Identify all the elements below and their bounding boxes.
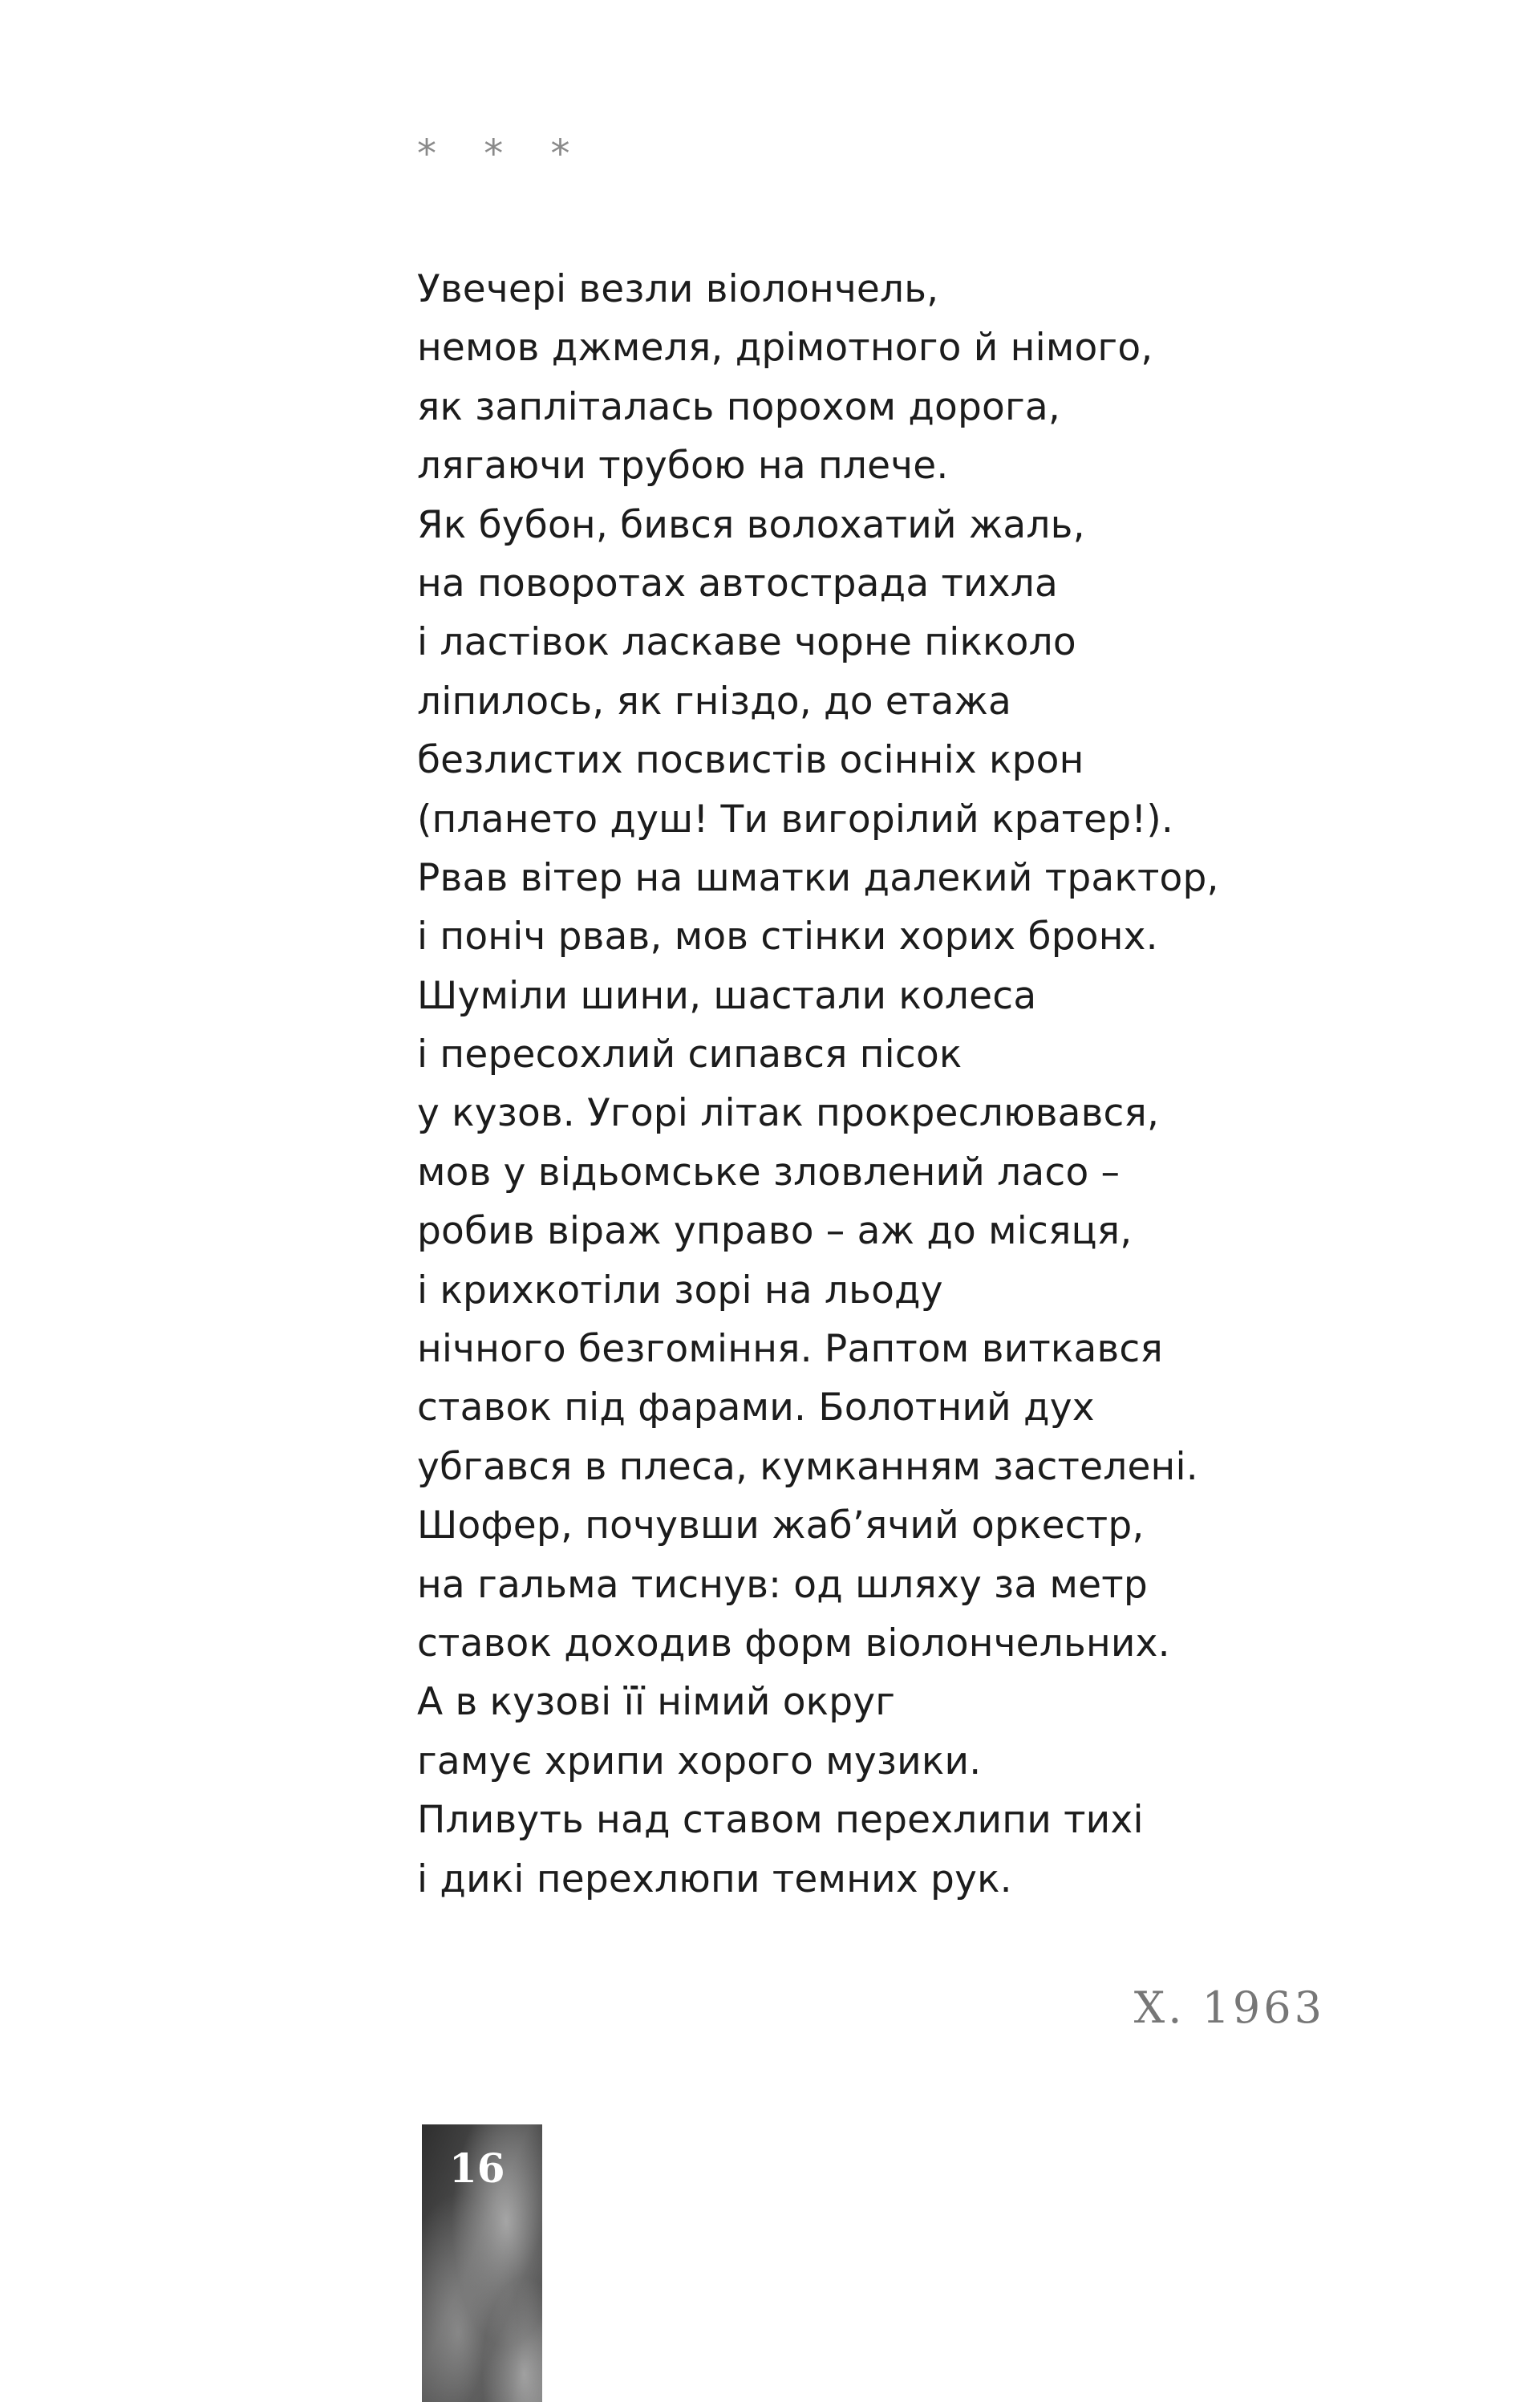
- poem-line: на гальма тиснув: од шляху за метр: [417, 1562, 1148, 1607]
- poem-line: ставок під фарами. Болотний дух: [417, 1386, 1095, 1430]
- poem-line: немов джмеля, дрімотного й німого,: [417, 326, 1153, 371]
- poem-line: і дикі перехлюпи темних рук.: [417, 1856, 1012, 1901]
- poem-line: і поніч рвав, мов стінки хорих бронх.: [417, 915, 1158, 960]
- poem-line: безлистих посвистів осінніх крон: [417, 738, 1084, 783]
- poem-line: на поворотах автострада тихла: [417, 561, 1059, 606]
- poem-line: нічного безгоміння. Раптом виткався: [417, 1327, 1163, 1372]
- poem-line: Шофер, почувши жаб’ячий оркестр,: [417, 1503, 1145, 1548]
- section-separator: * * *: [417, 132, 588, 176]
- poem-date: X. 1963: [1133, 1982, 1325, 2033]
- poem-line: робив віраж управо – аж до місяця,: [417, 1209, 1133, 1254]
- poem-line: мов у відьомське зловлений ласо –: [417, 1150, 1121, 1195]
- poem-line: і крихкотіли зорі на льоду: [417, 1268, 943, 1313]
- poem-line: убгався в плеса, кумканням застелені.: [417, 1444, 1198, 1489]
- poem-line: як запліталась порохом дорога,: [417, 384, 1061, 429]
- poem-line: Шуміли шини, шастали колеса: [417, 973, 1037, 1018]
- poem-line: ставок доходив форм віолончельних.: [417, 1621, 1170, 1666]
- poem-line: Рвав вітер на шматки далекий трактор,: [417, 855, 1219, 900]
- page-number: 16: [449, 2144, 505, 2192]
- poem-line: лягаючи трубою на плече.: [417, 444, 949, 489]
- poem-line: Увечері везли віолончель,: [417, 267, 939, 311]
- poem-line: у кузов. Угорі літак прокреслювався,: [417, 1091, 1160, 1136]
- poem-line: і пересохлий сипався пісок: [417, 1033, 962, 1077]
- poem-line: ліпилось, як гніздо, до етажа: [417, 679, 1012, 724]
- poem-line: Пливуть над ставом перехлипи тихі: [417, 1798, 1144, 1843]
- poem-line: і ластівок ласкаве чорне пікколо: [417, 620, 1076, 665]
- poem-body: [417, 260, 1380, 1909]
- poem-line: (плането душ! Ти вигорілий кратер!).: [417, 797, 1174, 842]
- poem-line: А в кузові її німий округ: [417, 1680, 896, 1725]
- poem-line: Як бубон, бився волохатий жаль,: [417, 502, 1085, 547]
- page-number-tab: [422, 2124, 547, 2402]
- poem-line: гамує хрипи хорого музики.: [417, 1739, 982, 1783]
